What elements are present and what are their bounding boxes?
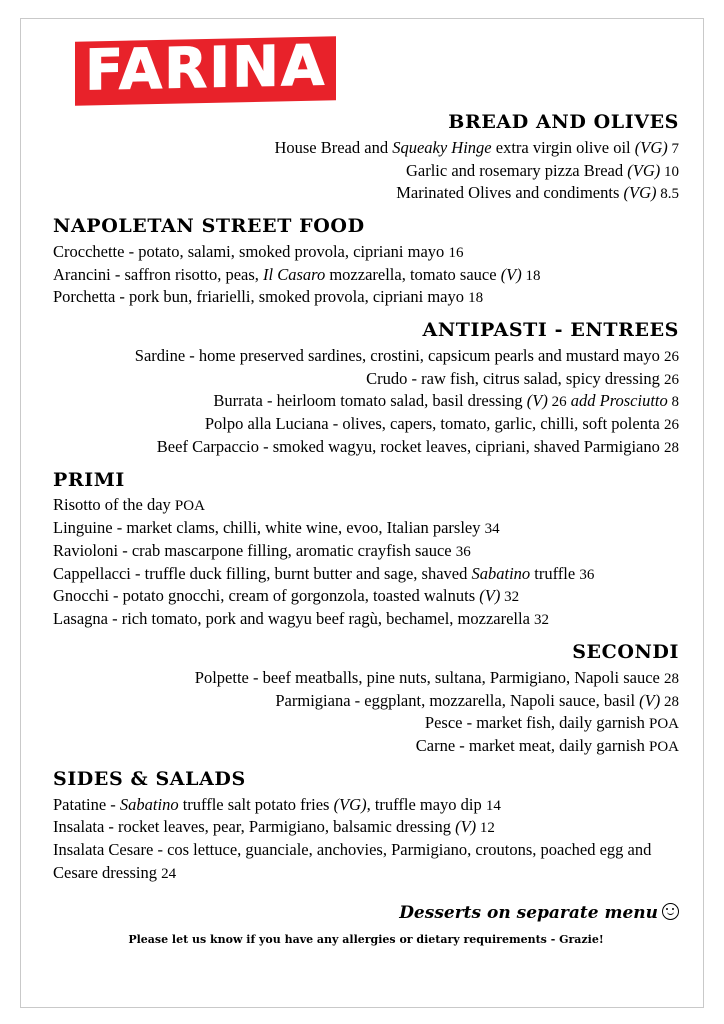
menu-item-price: 18 (521, 267, 541, 284)
dietary-tag: (V) (639, 690, 661, 710)
dietary-tag: (V) (500, 264, 522, 284)
menu-item (53, 494, 679, 517)
menu-item (53, 540, 679, 563)
menu-section-antipasti-entrees (53, 319, 679, 459)
menu-item-price: 8.5 (656, 186, 679, 203)
menu-item (53, 241, 679, 264)
menu-item-price: 26 (547, 394, 567, 411)
menu-section-sides-and-salads (53, 768, 679, 885)
menu-item-name: Parmigiana - eggplant, mozzarella, Napoli sauce, basil (275, 690, 640, 710)
dietary-tag: (V) (526, 391, 548, 411)
menu-item-emphasis: Squeaky Hinge (392, 137, 492, 157)
menu-section-secondi (53, 641, 679, 758)
allergy-note: Please let us know if you have any allergies or dietary requirements - Grazie! (128, 932, 604, 946)
menu-section-napoletan-street-food (53, 215, 679, 309)
menu-item (53, 137, 679, 160)
menu-item-price: 24 (161, 865, 177, 882)
menu-item-name: Beef Carpaccio - smoked wagyu, rocket leaves, cipriani, shaved Parmigiano (156, 436, 664, 456)
menu-item-price: 32 (534, 612, 550, 629)
section-heading: ANTIPASTI - ENTREES (422, 319, 679, 342)
dietary-tag: (VG) (623, 183, 657, 203)
menu-item (53, 839, 679, 885)
menu-section-bread-and-olives (53, 111, 679, 205)
menu-item-name: Polpo alla Luciana - olives, capers, tomato, garlic, chilli, soft polenta (204, 414, 664, 434)
menu-item-price: POA (648, 716, 679, 733)
menu-item-description-2: , truffle mayo dip (366, 794, 486, 814)
menu-item (53, 390, 679, 413)
menu-item-emphasis: Sabatino (471, 563, 531, 583)
menu-item-name: Linguine - market clams, chilli, white wine, evoo, Italian parsley (53, 518, 485, 538)
menu-item-price: 16 (448, 244, 464, 261)
menu-item-name: Patatine - (53, 794, 120, 814)
menu-item (53, 436, 679, 459)
dietary-tag: (V) (455, 817, 477, 837)
menu-item-name: Porchetta - pork bun, friarielli, smoked provola, cipriani mayo (53, 287, 469, 307)
menu-item-name: Ravioloni - crab mascarpone filling, aromatic crayfish sauce (53, 540, 456, 560)
desserts-note (53, 901, 679, 923)
menu-item (53, 368, 679, 391)
menu-item-price: 32 (500, 589, 520, 606)
menu-item (53, 735, 679, 758)
menu-item (53, 264, 679, 287)
menu-item (53, 286, 679, 309)
menu-sheet (20, 18, 704, 1008)
menu-item-addon-price: 8 (667, 394, 679, 411)
menu-item-price: 26 (664, 348, 679, 365)
dietary-tag: (VG) (333, 794, 367, 814)
menu-item-price: 18 (468, 290, 484, 307)
menu-item-name: Arancini - saffron risotto, peas, (53, 264, 264, 284)
menu-item (53, 816, 679, 839)
section-heading: BREAD AND OLIVES (448, 111, 679, 133)
menu-item-price: 28 (664, 670, 679, 687)
menu-item (53, 690, 679, 713)
desserts-note-text: Desserts on separate menu (399, 902, 658, 923)
menu-item-name: Insalata - rocket leaves, pear, Parmigiano, balsamic dressing (53, 817, 456, 837)
menu-item (53, 585, 679, 608)
brand-logo (75, 33, 679, 104)
menu-item (53, 182, 679, 205)
menu-item-name: Lasagna - rich tomato, pork and wagyu beef ragù, bechamel, mozzarella (53, 609, 535, 629)
menu-item (53, 160, 679, 183)
menu-item-emphasis: Sabatino (119, 794, 179, 814)
menu-item-description: mozzarella, tomato sauce (325, 264, 501, 284)
menu-item-price: 7 (667, 140, 679, 157)
menu-item (53, 794, 679, 817)
menu-item (53, 712, 679, 735)
menu-section-primi (53, 469, 679, 631)
menu-item-name: Marinated Olives and condiments (396, 183, 624, 203)
menu-item-name: Polpette - beef meatballs, pine nuts, sultana, Parmigiano, Napoli sauce (194, 667, 664, 687)
section-heading: NAPOLETAN STREET FOOD (53, 215, 365, 238)
menu-item-price: 28 (660, 693, 679, 710)
menu-item-price: 28 (664, 439, 679, 456)
menu-item-name: Insalata Cesare - cos lettuce, guanciale, anchovies, Parmigiano, croutons, poached egg and Cesare dressing (53, 840, 652, 882)
menu-item-name: Crocchette - potato, salami, smoked provola, cipriani mayo (53, 241, 449, 261)
menu-item-price: 36 (455, 543, 471, 560)
menu-item (53, 667, 679, 690)
menu-item-price: 14 (485, 797, 501, 814)
menu-item (53, 413, 679, 436)
menu-item-name: Risotto of the day (53, 495, 175, 515)
section-heading: SIDES & SALADS (53, 767, 246, 790)
menu-item (53, 563, 679, 586)
brand-logo-text: FARINA (75, 36, 336, 105)
menu-item-price: 10 (660, 163, 679, 180)
smiley-icon (662, 903, 679, 920)
dietary-tag: (VG) (634, 137, 668, 157)
dietary-tag: (V) (479, 586, 501, 606)
menu-item-name: Crudo - raw fish, citrus salad, spicy dressing (366, 368, 664, 388)
menu-item (53, 517, 679, 540)
menu-item-emphasis: Il Casaro (263, 264, 326, 284)
menu-item-price: 36 (579, 566, 595, 583)
menu-item-price: POA (648, 739, 679, 756)
menu-item-price: 34 (484, 521, 500, 538)
menu-item-description: extra virgin olive oil (491, 137, 635, 157)
menu-item-name: Garlic and rosemary pizza Bread (405, 160, 628, 180)
menu-item-price: 12 (476, 820, 495, 837)
menu-item-description: truffle (530, 563, 580, 583)
section-heading: PRIMI (53, 468, 125, 491)
menu-item-description: truffle salt potato fries (178, 794, 334, 814)
menu-item-price: POA (174, 498, 205, 515)
menu-item-name: Pesce - market fish, daily garnish (424, 713, 649, 733)
menu-item-name: Cappellacci - truffle duck filling, burnt butter and sage, shaved (53, 563, 472, 583)
menu-item-name: House Bread and (274, 137, 393, 157)
menu-sections (53, 111, 679, 885)
menu-item-name: Gnocchi - potato gnocchi, cream of gorgonzola, toasted walnuts (53, 586, 480, 606)
menu-item (53, 608, 679, 631)
dietary-tag: (VG) (627, 160, 661, 180)
menu-item-name: Burrata - heirloom tomato salad, basil dressing (213, 391, 527, 411)
menu-item-addon: add Prosciutto (566, 391, 668, 411)
section-heading: SECONDI (572, 641, 679, 664)
menu-item (53, 345, 679, 368)
menu-item-name: Sardine - home preserved sardines, crostini, capsicum pearls and mustard mayo (134, 345, 664, 365)
menu-item-name: Carne - market meat, daily garnish (415, 736, 649, 756)
menu-item-price: 26 (664, 371, 679, 388)
menu-item-price: 26 (664, 417, 679, 434)
